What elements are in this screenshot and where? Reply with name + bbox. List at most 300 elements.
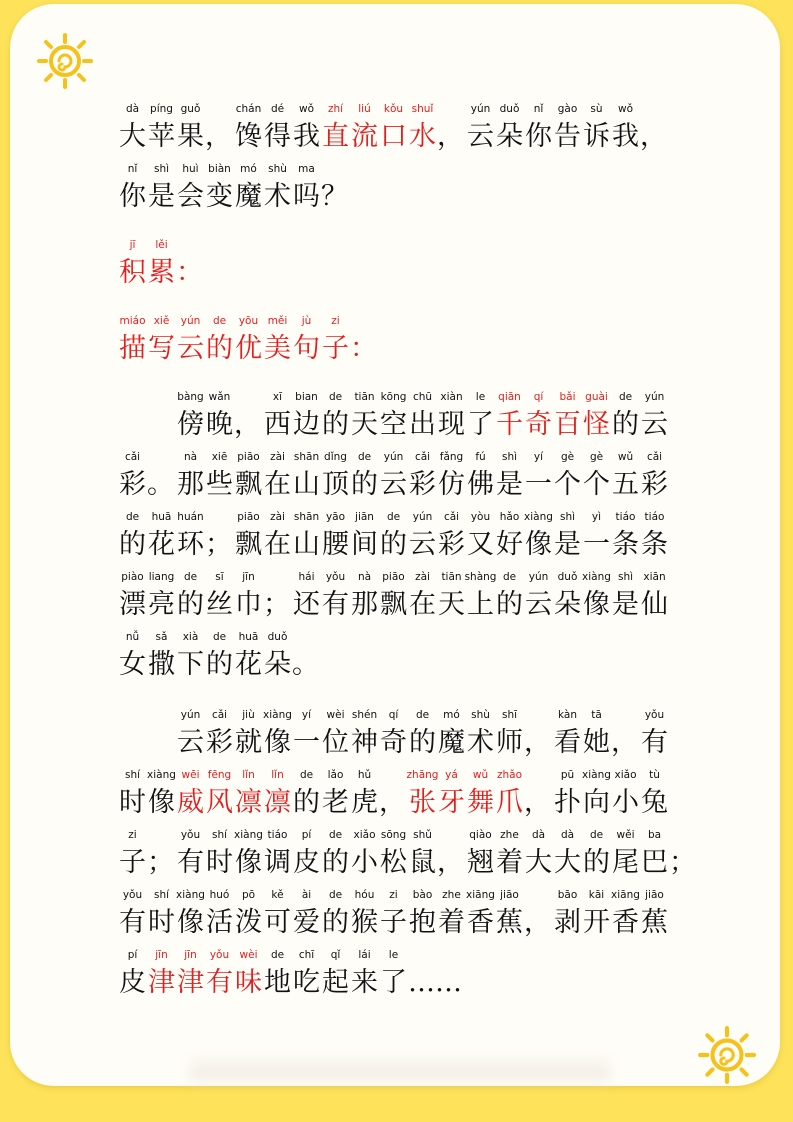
hanzi: 飘 <box>235 529 262 560</box>
pinyin: cǎi <box>414 451 431 463</box>
hanzi: …… <box>408 967 462 998</box>
hanzi: ； <box>263 589 290 620</box>
pinyin: shī <box>501 709 518 721</box>
pinyin: lěi <box>155 239 168 251</box>
character-with-pinyin <box>553 100 582 156</box>
pinyin: huā <box>238 631 259 643</box>
hanzi: 子 <box>380 907 407 938</box>
pinyin: xiē <box>211 451 228 463</box>
character-with-pinyin <box>118 826 147 882</box>
hanzi: 津 <box>148 967 175 998</box>
pinyin: pō <box>241 889 256 901</box>
character-with-pinyin <box>350 568 379 624</box>
character-with-pinyin <box>176 388 205 444</box>
pinyin: ài <box>301 889 312 901</box>
hanzi: 花 <box>148 529 175 560</box>
pinyin: xià <box>182 631 199 643</box>
hanzi: 朵 <box>554 589 581 620</box>
pinyin: tiáo <box>615 511 636 523</box>
pinyin: xiàng <box>582 571 611 583</box>
hanzi: 西 <box>264 409 291 440</box>
hanzi: 。 <box>147 469 174 500</box>
punctuation <box>437 826 466 882</box>
character-with-pinyin <box>292 826 321 882</box>
character-with-pinyin <box>495 766 524 822</box>
pinyin: de <box>357 451 372 463</box>
hanzi: 直 <box>322 121 349 152</box>
hanzi: 起 <box>322 967 349 998</box>
pinyin: de <box>502 571 517 583</box>
hanzi: 腰 <box>322 529 349 560</box>
hanzi: 向 <box>583 787 610 818</box>
character-with-pinyin <box>437 706 466 762</box>
pinyin: yì <box>591 511 602 523</box>
hanzi: ， <box>205 121 232 152</box>
character-with-pinyin <box>640 568 669 624</box>
pinyin: yún <box>644 391 665 403</box>
character-with-pinyin <box>118 628 147 684</box>
hanzi: 花 <box>235 649 262 680</box>
pinyin: duǒ <box>267 631 288 643</box>
hanzi: ， <box>379 787 406 818</box>
pinyin: pí <box>301 829 312 841</box>
hanzi: ， <box>437 847 464 878</box>
character-with-pinyin <box>234 448 263 504</box>
character-with-pinyin <box>147 100 176 156</box>
character-with-pinyin <box>379 568 408 624</box>
pinyin: yōu <box>238 315 259 327</box>
character-with-pinyin <box>350 388 379 444</box>
character-with-pinyin <box>234 568 263 624</box>
pinyin: shān <box>293 511 320 523</box>
hanzi: 兔 <box>641 787 668 818</box>
hanzi: 松 <box>380 847 407 878</box>
hanzi: 风 <box>206 787 233 818</box>
text-line <box>118 568 678 628</box>
pinyin: dà <box>531 829 546 841</box>
pinyin: nǐ <box>533 103 544 115</box>
punctuation <box>611 706 640 762</box>
hanzi: 你 <box>119 181 146 212</box>
pinyin: cǎi <box>124 451 141 463</box>
pinyin: jiān <box>355 511 374 523</box>
pinyin: nǐ <box>127 163 138 175</box>
character-with-pinyin <box>292 508 321 564</box>
character-with-pinyin <box>205 946 234 1002</box>
character-with-pinyin <box>640 448 669 504</box>
hanzi: 是 <box>554 529 581 560</box>
character-with-pinyin <box>147 236 176 292</box>
character-with-pinyin <box>263 508 292 564</box>
hanzi: 果 <box>177 121 204 152</box>
hanzi: 朵 <box>496 121 523 152</box>
pinyin: yún <box>383 451 404 463</box>
hanzi: 来 <box>351 967 378 998</box>
character-with-pinyin <box>350 448 379 504</box>
pinyin: ba <box>647 829 662 841</box>
character-with-pinyin <box>466 706 495 762</box>
ruby-row <box>118 628 321 684</box>
pinyin: wēi <box>181 769 200 781</box>
pinyin: nǚ <box>125 631 140 643</box>
character-with-pinyin <box>466 448 495 504</box>
character-with-pinyin <box>147 568 176 624</box>
hanzi: 猴 <box>351 907 378 938</box>
pinyin: xiě <box>153 315 170 327</box>
pinyin: xiàn <box>440 391 463 403</box>
hanzi: 泼 <box>235 907 262 938</box>
pinyin: lǐn <box>271 769 284 781</box>
character-with-pinyin <box>118 100 147 156</box>
pinyin: huā <box>151 511 172 523</box>
hanzi: 优 <box>235 333 262 364</box>
hanzi: 彩 <box>641 469 668 500</box>
pinyin: duǒ <box>557 571 578 583</box>
character-with-pinyin <box>495 508 524 564</box>
ruby-row <box>176 706 669 762</box>
character-with-pinyin <box>292 160 321 216</box>
hanzi: 下 <box>177 649 204 680</box>
hanzi: 。 <box>292 649 319 680</box>
pinyin: kāi <box>588 889 605 901</box>
character-with-pinyin <box>524 508 553 564</box>
character-with-pinyin <box>147 312 176 368</box>
text-line <box>118 236 678 296</box>
character-with-pinyin <box>205 826 234 882</box>
character-with-pinyin <box>292 312 321 368</box>
punctuation <box>524 706 553 762</box>
pinyin: wǎn <box>208 391 231 403</box>
hanzi: ； <box>147 847 174 878</box>
hanzi: 在 <box>409 589 436 620</box>
character-with-pinyin <box>640 766 669 822</box>
hanzi: 好 <box>496 529 523 560</box>
hanzi: 云 <box>177 727 204 758</box>
character-with-pinyin <box>263 628 292 684</box>
pinyin: kàn <box>558 709 577 721</box>
character-with-pinyin <box>408 706 437 762</box>
pinyin: lǐn <box>242 769 255 781</box>
hanzi: 我 <box>293 121 320 152</box>
hanzi: 蕉 <box>496 907 523 938</box>
pinyin: liang <box>148 571 175 583</box>
pinyin: piāo <box>237 511 260 523</box>
pinyin: jīn <box>242 571 255 583</box>
character-with-pinyin <box>321 766 350 822</box>
pinyin: sōng <box>380 829 407 841</box>
hanzi: 开 <box>583 907 610 938</box>
pinyin: de <box>183 571 198 583</box>
pinyin: de <box>386 511 401 523</box>
hanzi: ； <box>205 529 232 560</box>
pinyin: kǒu <box>383 103 404 115</box>
character-with-pinyin <box>321 388 350 444</box>
hanzi: ， <box>437 121 464 152</box>
text-line <box>118 508 678 568</box>
hanzi: 威 <box>177 787 204 818</box>
character-with-pinyin <box>292 706 321 762</box>
hanzi: 的 <box>351 469 378 500</box>
hanzi: 扑 <box>554 787 581 818</box>
character-with-pinyin <box>118 508 147 564</box>
character-with-pinyin <box>263 388 292 444</box>
hanzi: 味 <box>235 967 262 998</box>
pinyin: miáo <box>119 315 146 327</box>
hanzi: 鼠 <box>409 847 436 878</box>
hanzi: 百 <box>554 409 581 440</box>
pinyin: de <box>328 391 343 403</box>
pinyin: cǎi <box>443 511 460 523</box>
hanzi: 累 <box>148 257 175 288</box>
pinyin: shí <box>124 769 141 781</box>
hanzi: 看 <box>554 727 581 758</box>
pinyin: bian <box>295 391 318 403</box>
character-with-pinyin <box>205 628 234 684</box>
character-with-pinyin <box>553 448 582 504</box>
hanzi: 香 <box>612 907 639 938</box>
pinyin: yún <box>180 315 201 327</box>
character-with-pinyin <box>234 160 263 216</box>
hanzi: 尾 <box>612 847 639 878</box>
pinyin: jiāo <box>645 889 664 901</box>
pinyin: huán <box>177 511 204 523</box>
pinyin: gào <box>557 103 578 115</box>
punctuation <box>524 766 553 822</box>
character-with-pinyin <box>205 160 234 216</box>
hanzi: 的 <box>177 589 204 620</box>
character-with-pinyin <box>263 706 292 762</box>
hanzi: 写 <box>148 333 175 364</box>
pinyin: xiǎo <box>614 769 637 781</box>
hanzi: 天 <box>351 409 378 440</box>
character-with-pinyin <box>582 448 611 504</box>
hanzi: 朵 <box>264 649 291 680</box>
hanzi: 彩 <box>438 529 465 560</box>
pinyin: xiàng <box>234 829 263 841</box>
punctuation <box>234 388 263 444</box>
character-with-pinyin <box>118 568 147 624</box>
punctuation <box>147 448 176 504</box>
character-with-pinyin <box>379 706 408 762</box>
hanzi: 吃 <box>293 967 320 998</box>
character-with-pinyin <box>437 766 466 822</box>
hanzi: 仙 <box>641 589 668 620</box>
hanzi: 怪 <box>583 409 610 440</box>
pinyin: shù <box>268 163 287 175</box>
hanzi: 的 <box>119 529 146 560</box>
ruby-row <box>118 946 462 1002</box>
pinyin: shí <box>211 829 228 841</box>
hanzi: 就 <box>235 727 262 758</box>
pinyin: měi <box>267 315 288 327</box>
hanzi: 你 <box>525 121 552 152</box>
hanzi: 云 <box>380 469 407 500</box>
hanzi: 术 <box>467 727 494 758</box>
pinyin: lǎo <box>327 769 344 781</box>
character-with-pinyin <box>582 568 611 624</box>
character-with-pinyin <box>205 568 234 624</box>
hanzi: 苹 <box>148 121 175 152</box>
hanzi: 可 <box>264 907 291 938</box>
pinyin: wèi <box>239 949 258 961</box>
hanzi: 活 <box>206 907 233 938</box>
hanzi: 漂 <box>119 589 146 620</box>
character-with-pinyin <box>640 886 669 942</box>
hanzi: 山 <box>293 529 320 560</box>
hanzi: 子 <box>322 333 349 364</box>
hanzi: 像 <box>583 589 610 620</box>
character-with-pinyin <box>611 100 640 156</box>
character-with-pinyin <box>350 706 379 762</box>
hanzi: 小 <box>612 787 639 818</box>
character-with-pinyin <box>205 886 234 942</box>
pinyin: bàng <box>177 391 204 403</box>
punctuation <box>408 946 462 1002</box>
pinyin: yí <box>533 451 544 463</box>
character-with-pinyin <box>495 706 524 762</box>
character-with-pinyin <box>234 946 263 1002</box>
hanzi: 佛 <box>467 469 494 500</box>
character-with-pinyin <box>234 886 263 942</box>
pinyin: huó <box>209 889 230 901</box>
pinyin: xiān <box>643 571 666 583</box>
hanzi: 流 <box>351 121 378 152</box>
hanzi: 是 <box>496 469 523 500</box>
pinyin: wǔ <box>617 451 634 463</box>
hanzi: 馋 <box>235 121 262 152</box>
pinyin: xiāng <box>611 889 640 901</box>
pinyin: shì <box>559 511 576 523</box>
hanzi: 的 <box>583 847 610 878</box>
pinyin: ma <box>298 163 315 175</box>
character-with-pinyin <box>640 388 669 444</box>
character-with-pinyin <box>263 766 292 822</box>
pinyin: xiāng <box>466 889 495 901</box>
character-with-pinyin <box>466 766 495 822</box>
text-line <box>118 388 678 448</box>
hanzi: 时 <box>206 847 233 878</box>
character-with-pinyin <box>350 100 379 156</box>
hanzi: 那 <box>177 469 204 500</box>
hanzi: 水 <box>409 121 436 152</box>
pinyin: wěi <box>616 829 635 841</box>
character-with-pinyin <box>321 826 350 882</box>
pinyin: kōng <box>380 391 407 403</box>
hanzi: 云 <box>409 529 436 560</box>
pinyin: tiáo <box>644 511 665 523</box>
pinyin: duǒ <box>499 103 520 115</box>
pinyin: cǎi <box>211 709 228 721</box>
character-with-pinyin <box>321 706 350 762</box>
character-with-pinyin <box>495 826 524 882</box>
character-with-pinyin <box>524 826 553 882</box>
character-with-pinyin <box>408 826 437 882</box>
character-with-pinyin <box>205 448 234 504</box>
hanzi: ？ <box>321 181 348 212</box>
ruby-row <box>118 766 669 822</box>
character-with-pinyin <box>176 100 205 156</box>
punctuation <box>669 826 698 882</box>
hanzi: 那 <box>351 589 378 620</box>
pinyin: le <box>388 949 399 961</box>
character-with-pinyin <box>234 826 263 882</box>
punctuation <box>437 100 466 156</box>
pinyin: fēng <box>207 769 232 781</box>
text-line <box>118 160 678 220</box>
character-with-pinyin <box>611 508 640 564</box>
character-with-pinyin <box>176 160 205 216</box>
pinyin: chán <box>235 103 262 115</box>
ruby-row <box>118 160 350 216</box>
pinyin: hǔ <box>357 769 372 781</box>
pinyin: fú <box>475 451 486 463</box>
character-with-pinyin <box>350 946 379 1002</box>
character-with-pinyin <box>640 706 669 762</box>
punctuation <box>350 312 379 368</box>
hanzi: 着 <box>438 907 465 938</box>
hanzi: 有 <box>206 967 233 998</box>
character-with-pinyin <box>147 946 176 1002</box>
character-with-pinyin <box>582 886 611 942</box>
pinyin: yòu <box>470 511 491 523</box>
hanzi: 的 <box>206 649 233 680</box>
pinyin: kě <box>271 889 284 901</box>
hanzi: 得 <box>264 121 291 152</box>
character-with-pinyin <box>321 312 350 368</box>
ruby-row <box>118 886 669 942</box>
hanzi: 有 <box>119 907 146 938</box>
pinyin: jù <box>301 315 312 327</box>
pinyin: shì <box>617 571 634 583</box>
character-with-pinyin <box>292 448 321 504</box>
character-with-pinyin <box>234 766 263 822</box>
pinyin: piāo <box>237 451 260 463</box>
hanzi: 傍 <box>177 409 204 440</box>
character-with-pinyin <box>611 388 640 444</box>
pinyin: bāo <box>557 889 578 901</box>
hanzi: ， <box>524 727 551 758</box>
hanzi: 在 <box>264 469 291 500</box>
hanzi: 空 <box>380 409 407 440</box>
character-with-pinyin <box>147 508 176 564</box>
pinyin: cǎi <box>646 451 663 463</box>
character-with-pinyin <box>234 508 263 564</box>
pinyin: zi <box>389 889 398 901</box>
hanzi: 像 <box>525 529 552 560</box>
punctuation <box>147 826 176 882</box>
hanzi: 天 <box>438 589 465 620</box>
pinyin: guài <box>585 391 608 403</box>
character-with-pinyin <box>466 568 495 624</box>
character-with-pinyin <box>263 160 292 216</box>
pinyin: shì <box>501 451 518 463</box>
character-with-pinyin <box>524 568 553 624</box>
hanzi: 一 <box>293 727 320 758</box>
punctuation <box>379 766 408 822</box>
pinyin: de <box>270 949 285 961</box>
hanzi: 神 <box>351 727 378 758</box>
pinyin: yǒu <box>644 709 665 721</box>
pinyin: dé <box>270 103 285 115</box>
character-with-pinyin <box>176 706 205 762</box>
hanzi: 是 <box>148 181 175 212</box>
text-line <box>118 100 678 160</box>
pinyin: chī <box>298 949 315 961</box>
punctuation <box>263 568 292 624</box>
character-with-pinyin <box>582 826 611 882</box>
character-with-pinyin <box>524 100 553 156</box>
hanzi: 了 <box>467 409 494 440</box>
